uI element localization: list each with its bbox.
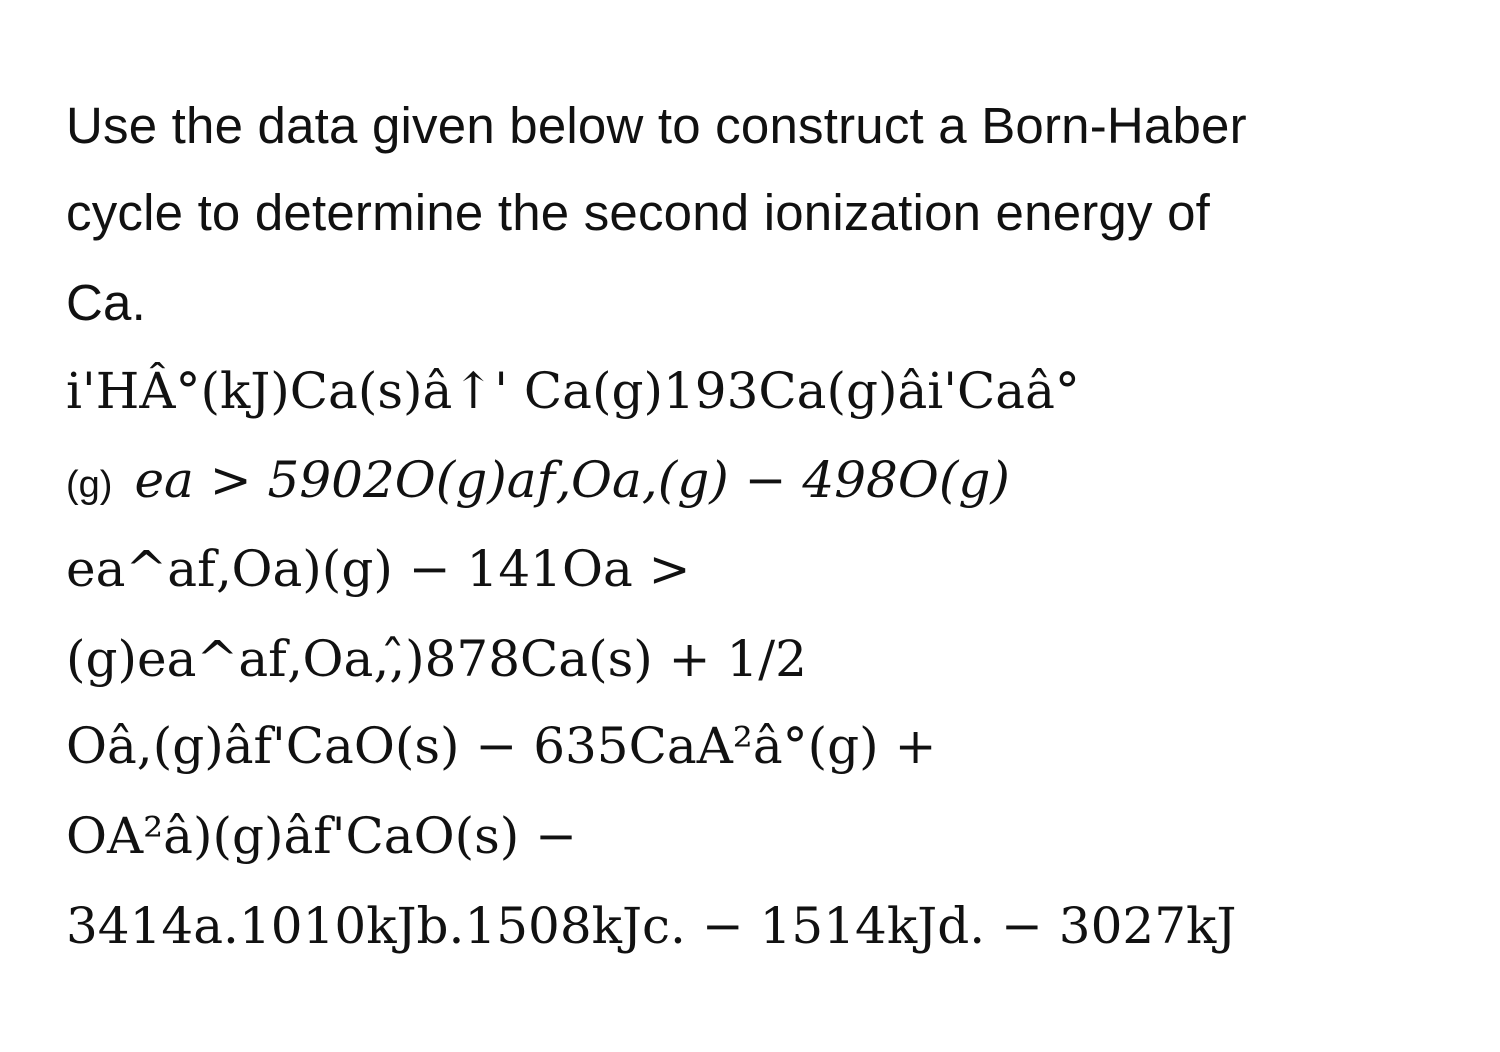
prompt-line-3: Ca. <box>66 274 146 331</box>
data-line-2 <box>66 450 1010 515</box>
data-line-1: i'HÂ°(kJ)Ca(s)â↑' Ca(g)193Ca(g)âi'Caâ° <box>66 362 1080 420</box>
data-line-2-prefix: (g) <box>66 464 113 506</box>
data-line-4: (g)ea^af‚Oa,,̂)878Ca(s) + 1/2 <box>66 630 807 688</box>
prompt-line-2: cycle to determine the second ionization energy of <box>66 184 1211 241</box>
answer-choices-line: 3414a.1010kJb.1508kJc. − 1514kJd. − 3027kJ <box>66 897 1237 955</box>
data-line-3: ea^af‚Oa)(g) − 141Oa > <box>66 540 691 598</box>
prompt-line-1: Use the data given below to construct a Born-Haber <box>66 97 1247 154</box>
data-line-2-text: ea > 5902O(g)af‚Oa,(g) − 498O(g) <box>134 451 1010 509</box>
data-line-6: OA²â)(g)âf'CaO(s) − <box>66 807 578 865</box>
data-line-5: Oâ,(g)âf'CaO(s) − 635CaA²â°(g) + <box>66 717 937 775</box>
